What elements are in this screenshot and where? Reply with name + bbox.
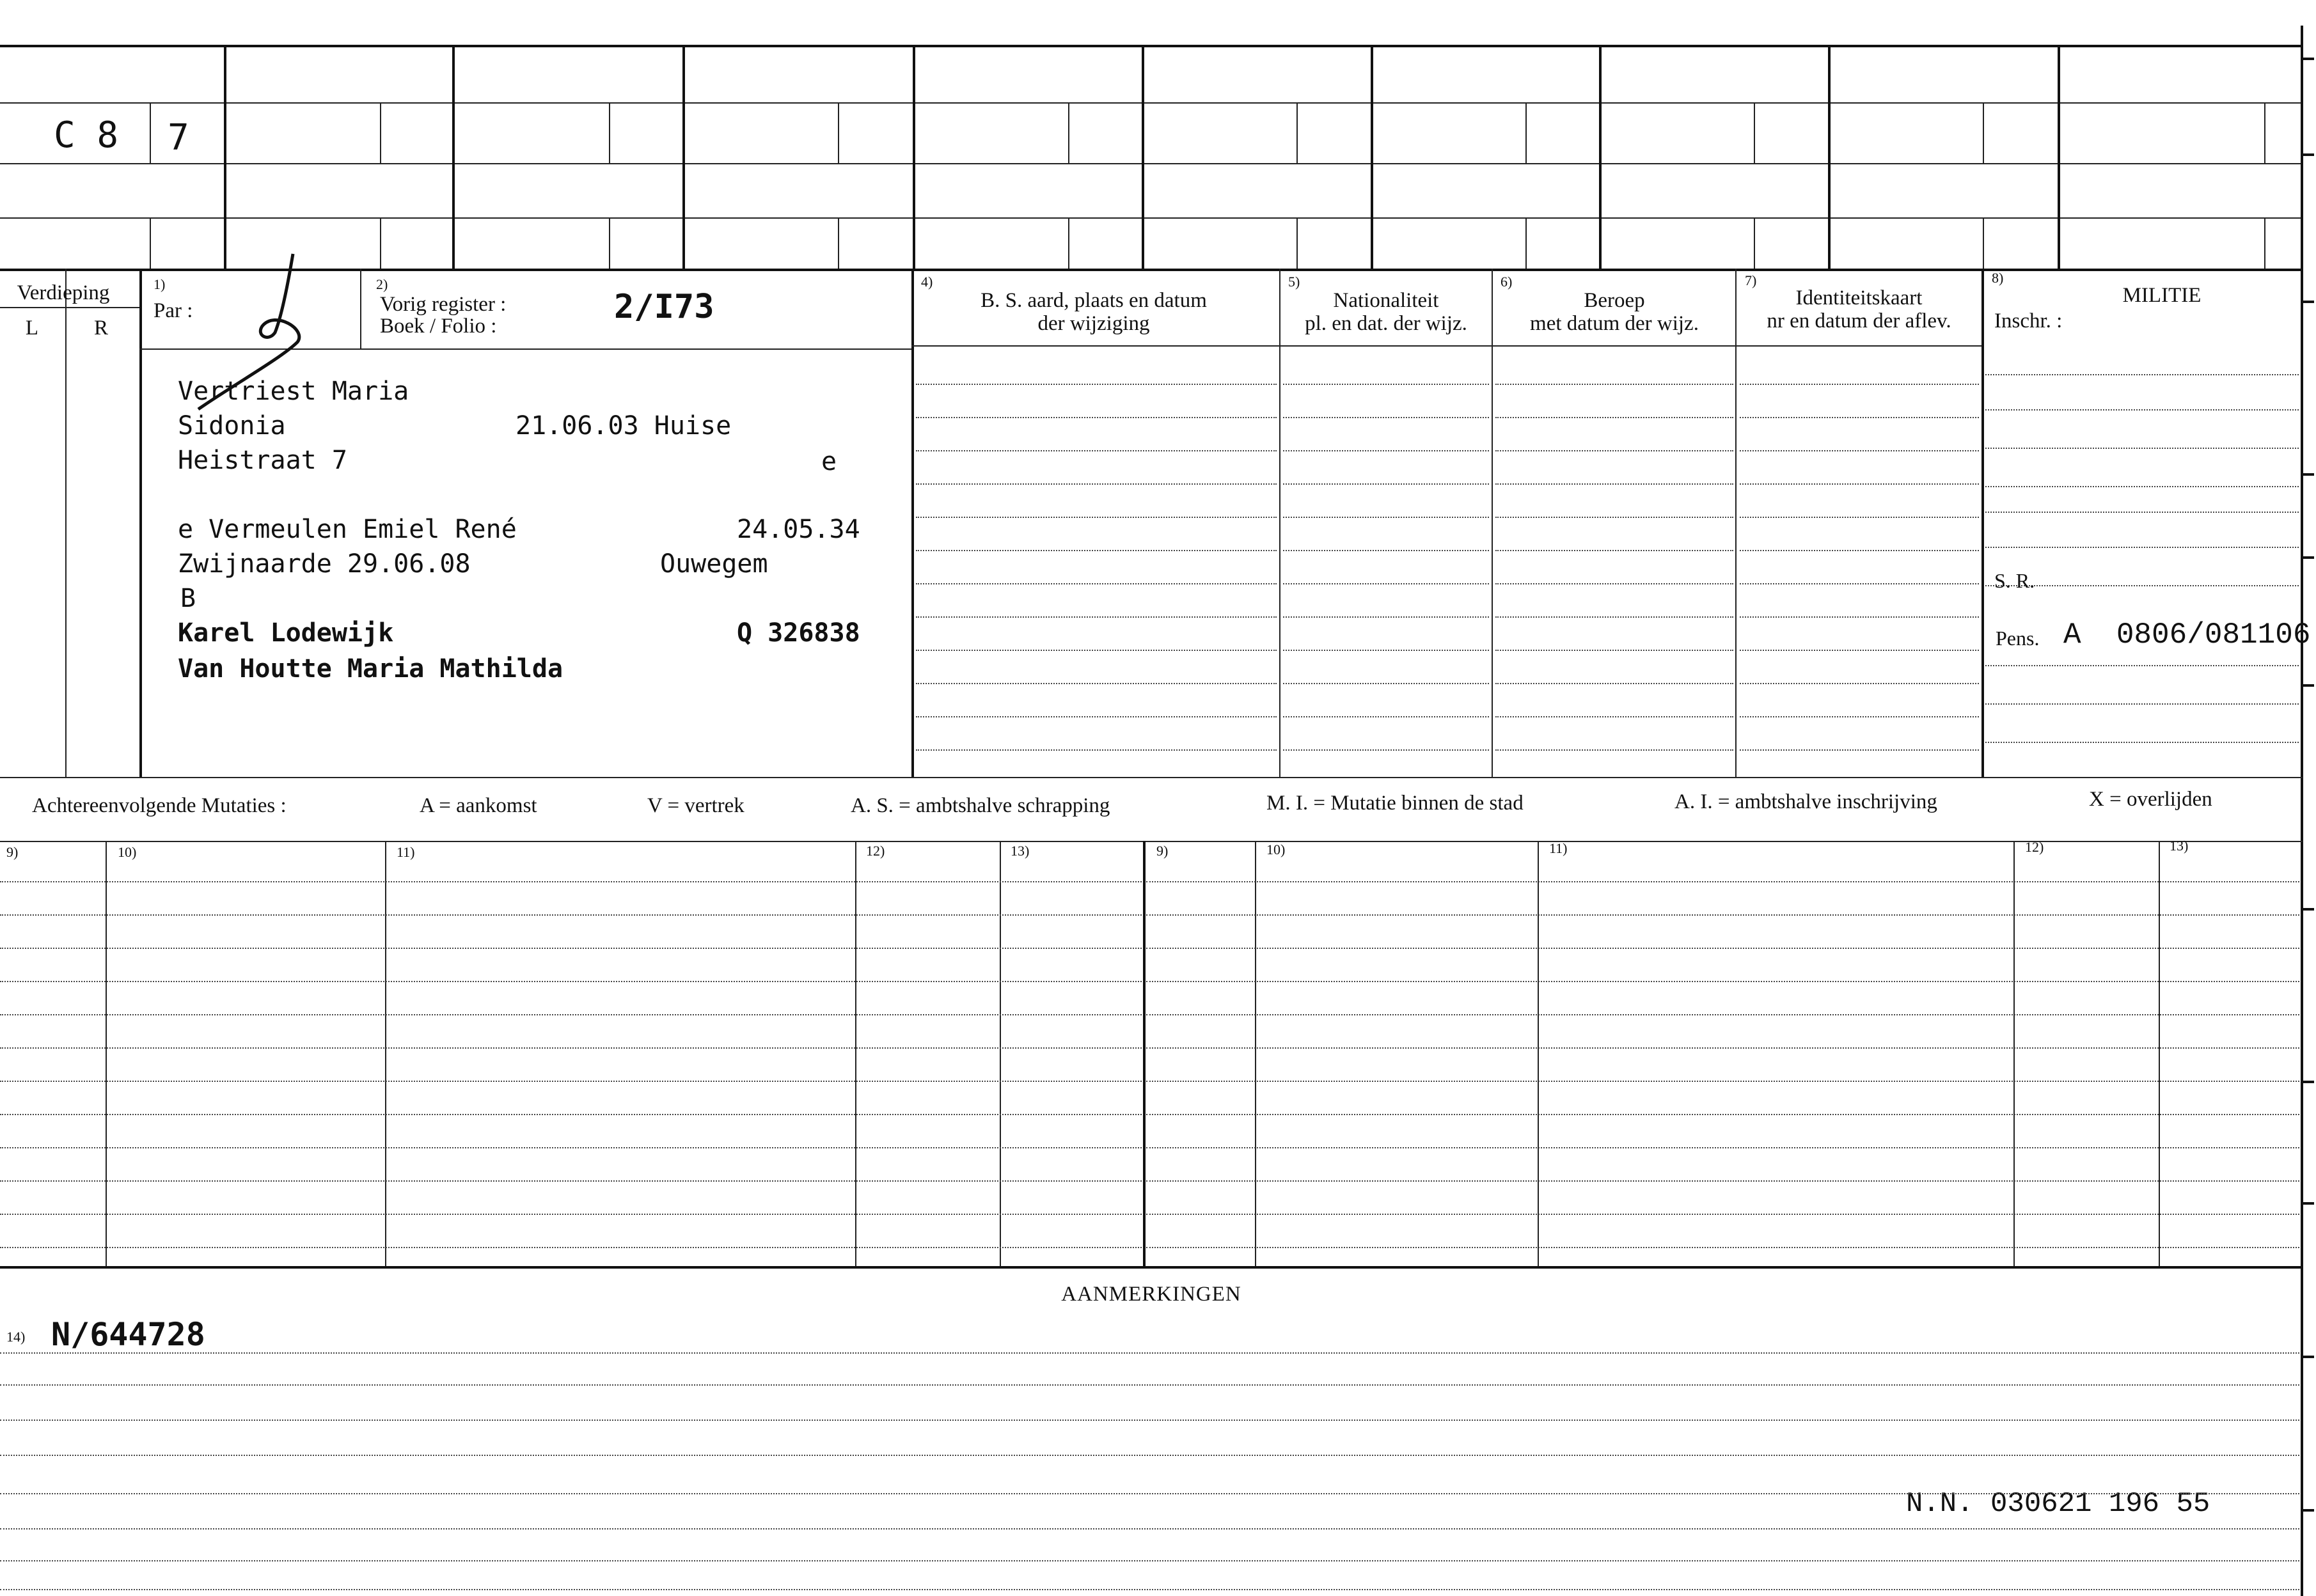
person-line-4b: 24.05.34 <box>737 515 860 544</box>
grid-col <box>1828 45 1831 269</box>
person-line-8: Van Houtte Maria Mathilda <box>178 654 563 684</box>
grid-sub <box>1068 102 1069 163</box>
bs-header-line1: B. S. aard, plaats en datum <box>981 289 1207 312</box>
col-r-label: R <box>93 317 108 340</box>
ruling-line <box>1146 1147 2299 1148</box>
ruling-line <box>916 650 1277 651</box>
ruling-line <box>1146 981 2299 982</box>
ruling-line <box>0 1528 2299 1529</box>
edge-tick <box>2303 1081 2314 1083</box>
ruling-line <box>0 1147 1142 1148</box>
ruling-line <box>1740 716 1979 717</box>
ruling-line <box>1740 417 1979 418</box>
bs-header-line2: der wijziging <box>1037 312 1150 335</box>
ruling-line <box>1283 483 1489 485</box>
mut-table-top <box>0 841 2303 842</box>
note-2: 2) <box>376 276 388 292</box>
note-1: 1) <box>154 276 166 292</box>
vorig-register-label: Vorig register : <box>380 293 507 316</box>
ruling-line <box>1985 374 2299 375</box>
mutaties-title: Achtereenvolgende Mutaties : <box>32 794 287 817</box>
edge-tick <box>2303 1356 2314 1358</box>
col-divider-verdieping <box>139 269 142 777</box>
person-line-5b: Ouwegem <box>660 549 768 579</box>
verdieping-label: Verdieping <box>17 281 110 304</box>
note-14: 14) <box>6 1329 26 1345</box>
grid-col <box>452 45 455 269</box>
ruling-line <box>916 384 1277 385</box>
id-header-line1: Identiteitskaart <box>1795 286 1923 309</box>
inschr-label: Inschr. : <box>1994 309 2063 332</box>
mutaties-mi: M. I. = Mutatie binnen de stad <box>1266 792 1524 815</box>
person-line-7b: Q 326838 <box>737 618 860 648</box>
ruling-line <box>1740 683 1979 684</box>
militie-header: MILITIE <box>2122 284 2202 307</box>
mut-col <box>2013 841 2015 1266</box>
header-bottom-line <box>911 345 1981 347</box>
ruling-line <box>1495 683 1733 684</box>
grid-sub <box>1296 102 1298 163</box>
mutaties-x: X = overlijden <box>2089 788 2212 811</box>
edge-tick <box>2303 153 2314 156</box>
ruling-line <box>1283 417 1489 418</box>
mut-col-center <box>1143 841 1146 1266</box>
ruling-line <box>1146 1014 2299 1015</box>
mut-col-10b: 10) <box>1266 841 1286 857</box>
ruling-line <box>1495 483 1733 485</box>
grid-sub <box>838 217 839 269</box>
mut-col <box>2159 841 2160 1266</box>
ruling-line <box>916 716 1277 717</box>
ruling-line <box>0 1114 1142 1115</box>
nat-header-line2: pl. en dat. der wijz. <box>1305 312 1467 335</box>
note-4: 4) <box>921 274 933 290</box>
beroep-header-line1: Beroep <box>1584 289 1645 312</box>
grid-sub <box>1754 217 1755 269</box>
note-5: 5) <box>1288 274 1300 290</box>
grid-sub <box>150 102 151 163</box>
ruling-line <box>1985 665 2299 666</box>
ruling-line <box>1283 450 1489 451</box>
ruling-line <box>1146 914 2299 916</box>
mut-col-9b: 9) <box>1156 843 1169 859</box>
mutaties-ai: A. I. = ambtshalve inschrijving <box>1674 790 1937 813</box>
grid-line <box>0 217 2303 219</box>
ruling-line <box>1146 1047 2299 1049</box>
grid-line <box>0 102 2303 104</box>
ruling-line <box>0 948 1142 949</box>
ruling-line <box>0 1081 1142 1082</box>
ruling-line <box>1283 583 1489 584</box>
grid-sub <box>150 217 151 269</box>
col-divider-lr <box>65 269 67 777</box>
ruling-line <box>1283 616 1489 618</box>
ruling-line <box>916 450 1277 451</box>
ruling-line <box>1740 517 1979 518</box>
person-line-3a: Heistraat 7 <box>178 446 347 475</box>
grid-sub <box>1983 102 1984 163</box>
edge-tick <box>2303 556 2314 559</box>
ruling-line <box>0 1420 2299 1421</box>
ruling-line <box>0 881 1142 882</box>
grid-sub <box>609 102 610 163</box>
mut-col-13: 13) <box>1011 843 1030 859</box>
ruling-line <box>0 1455 2299 1456</box>
ruling-line <box>1985 703 2299 705</box>
ruling-line <box>0 914 1142 916</box>
aanmerkingen-title: AANMERKINGEN <box>1061 1283 1241 1306</box>
mut-table-bottom <box>0 1266 2303 1269</box>
ruling-line <box>1495 450 1733 451</box>
ruling-line <box>0 1180 1142 1182</box>
grid-sub <box>1754 102 1755 163</box>
grid-line <box>0 269 2303 271</box>
ruling-line <box>1283 650 1489 651</box>
right-border <box>2301 26 2303 1596</box>
top-border <box>0 45 2303 47</box>
ruling-line <box>1283 517 1489 518</box>
grid-sub <box>609 217 610 269</box>
grid-sub <box>1068 217 1069 269</box>
ruling-line <box>1495 616 1733 618</box>
grid-col <box>1599 45 1602 269</box>
grid-sub <box>380 217 381 269</box>
person-line-2b: 21.06.03 Huise <box>516 411 732 441</box>
edge-tick <box>2303 473 2314 476</box>
mutaties-as: A. S. = ambtshalve schrapping <box>851 794 1110 817</box>
mut-col <box>1538 841 1539 1266</box>
ruling-line <box>1283 384 1489 385</box>
ruling-line <box>916 683 1277 684</box>
aanmerkingen-value: N/644728 <box>51 1316 205 1353</box>
ruling-line <box>1740 650 1979 651</box>
sr-label: S. R. <box>1994 569 2035 592</box>
ruling-line <box>0 1047 1142 1049</box>
person-line-2a: Sidonia <box>178 411 286 441</box>
grid-col <box>2058 45 2060 269</box>
grid-line <box>0 163 2303 164</box>
id-header-line2: nr en datum der aflev. <box>1767 309 1951 332</box>
grid-sub <box>2264 217 2265 269</box>
ruling-line <box>1985 547 2299 548</box>
edge-tick <box>2303 684 2314 687</box>
edge-tick <box>2303 1202 2314 1205</box>
edge-tick <box>2303 1509 2314 1512</box>
note-6: 6) <box>1501 274 1513 290</box>
edge-tick <box>2303 301 2314 303</box>
ruling-line <box>1740 483 1979 485</box>
beroep-header-line2: met datum der wijz. <box>1530 312 1699 335</box>
ruling-line <box>1985 486 2299 487</box>
person-line-3b: e <box>821 447 837 476</box>
card-code-right: 7 <box>168 117 189 159</box>
ruling-line <box>916 550 1277 551</box>
national-number: N.N. 030621 196 55 <box>1906 1488 2210 1520</box>
nat-header-line1: Nationaliteit <box>1333 289 1439 312</box>
ruling-line <box>1146 1180 2299 1182</box>
grid-col <box>682 45 685 269</box>
mutaties-v: V = vertrek <box>647 794 744 817</box>
mut-col <box>106 841 107 1266</box>
card-code-left: C 8 <box>54 114 119 156</box>
mutaties-a: A = aankomst <box>420 794 537 817</box>
pens-value: A 0806/081106 <box>2063 618 2311 652</box>
mut-col-10: 10) <box>118 844 137 860</box>
person-line-6: B <box>180 584 196 613</box>
ruling-line <box>1146 1214 2299 1215</box>
edge-tick <box>2303 58 2314 60</box>
ruling-line <box>1740 749 1979 751</box>
ruling-line <box>1495 417 1733 418</box>
ruling-line <box>1740 384 1979 385</box>
grid-sub <box>2264 102 2265 163</box>
ruling-line <box>0 1214 1142 1215</box>
mut-col <box>385 841 386 1266</box>
ruling-line <box>1283 550 1489 551</box>
ruling-line <box>916 417 1277 418</box>
ruling-line <box>1495 550 1733 551</box>
ruling-line <box>0 1493 2299 1494</box>
verdieping-divider <box>0 307 139 308</box>
ruling-line <box>1740 616 1979 618</box>
ruling-line <box>1740 583 1979 584</box>
ruling-line <box>1495 749 1733 751</box>
ruling-line <box>916 517 1277 518</box>
ruling-line <box>1495 650 1733 651</box>
pens-label: Pens. <box>1996 627 2040 650</box>
ruling-line <box>1985 512 2299 513</box>
ruling-line <box>1146 1247 2299 1248</box>
grid-sub <box>1525 102 1527 163</box>
grid-col <box>224 45 226 269</box>
ruling-line <box>1740 550 1979 551</box>
ruling-line <box>0 1384 2299 1386</box>
grid-sub <box>380 102 381 163</box>
mut-col-11: 11) <box>397 844 415 860</box>
grid-sub <box>1296 217 1298 269</box>
ruling-line <box>1495 517 1733 518</box>
person-line-5a: Zwijnaarde 29.06.08 <box>178 549 471 579</box>
grid-sub <box>1983 217 1984 269</box>
boek-folio-label: Boek / Folio : <box>380 315 497 338</box>
vorig-register-value: 2/I73 <box>614 288 714 326</box>
mut-col-13b: 13) <box>2170 838 2189 854</box>
grid-sub <box>1525 217 1527 269</box>
note-7: 7) <box>1745 272 1757 288</box>
grid-sub <box>838 102 839 163</box>
ruling-line <box>916 749 1277 751</box>
mut-col <box>1255 841 1256 1266</box>
grid-col <box>1371 45 1373 269</box>
ruling-line <box>1146 1081 2299 1082</box>
grid-col <box>1142 45 1144 269</box>
ruling-line <box>1740 450 1979 451</box>
col-l-label: L <box>25 317 39 340</box>
ruling-line <box>1985 409 2299 411</box>
ruling-line <box>916 483 1277 485</box>
ruling-line <box>1146 1114 2299 1115</box>
ruling-line <box>1495 384 1733 385</box>
ruling-line <box>0 1560 2299 1561</box>
mut-col-9: 9) <box>6 844 19 860</box>
ruling-line <box>916 583 1277 584</box>
grid-col <box>913 45 915 269</box>
ruling-line <box>1495 716 1733 717</box>
par-label: Par : <box>154 299 193 322</box>
mut-col <box>855 841 856 1266</box>
ruling-line <box>916 616 1277 618</box>
mut-col-11b: 11) <box>1549 840 1568 856</box>
ruling-line <box>1146 881 2299 882</box>
ruling-line <box>1283 716 1489 717</box>
person-line-7a: Karel Lodewijk <box>178 618 394 648</box>
ruling-line <box>1495 583 1733 584</box>
ruling-line <box>0 1352 2299 1354</box>
note-8: 8) <box>1992 270 2004 286</box>
mut-col <box>1000 841 1001 1266</box>
person-line-1: Vertriest Maria <box>178 377 409 406</box>
ruling-line <box>0 1589 2299 1590</box>
mutaties-top-line <box>0 777 2303 778</box>
ruling-line <box>0 981 1142 982</box>
mut-col-12b: 12) <box>2025 839 2044 855</box>
edge-tick <box>2303 908 2314 911</box>
ruling-line <box>1985 742 2299 743</box>
ruling-line <box>1146 948 2299 949</box>
ruling-line <box>1283 749 1489 751</box>
person-line-4a: e Vermeulen Emiel René <box>178 515 517 544</box>
ruling-line <box>1283 683 1489 684</box>
ruling-line <box>1985 448 2299 449</box>
ruling-line <box>0 1014 1142 1015</box>
ruling-line <box>0 1247 1142 1248</box>
col-divider-militie <box>1981 269 1984 777</box>
col-divider-par <box>360 269 361 348</box>
mut-col-12: 12) <box>866 843 885 859</box>
